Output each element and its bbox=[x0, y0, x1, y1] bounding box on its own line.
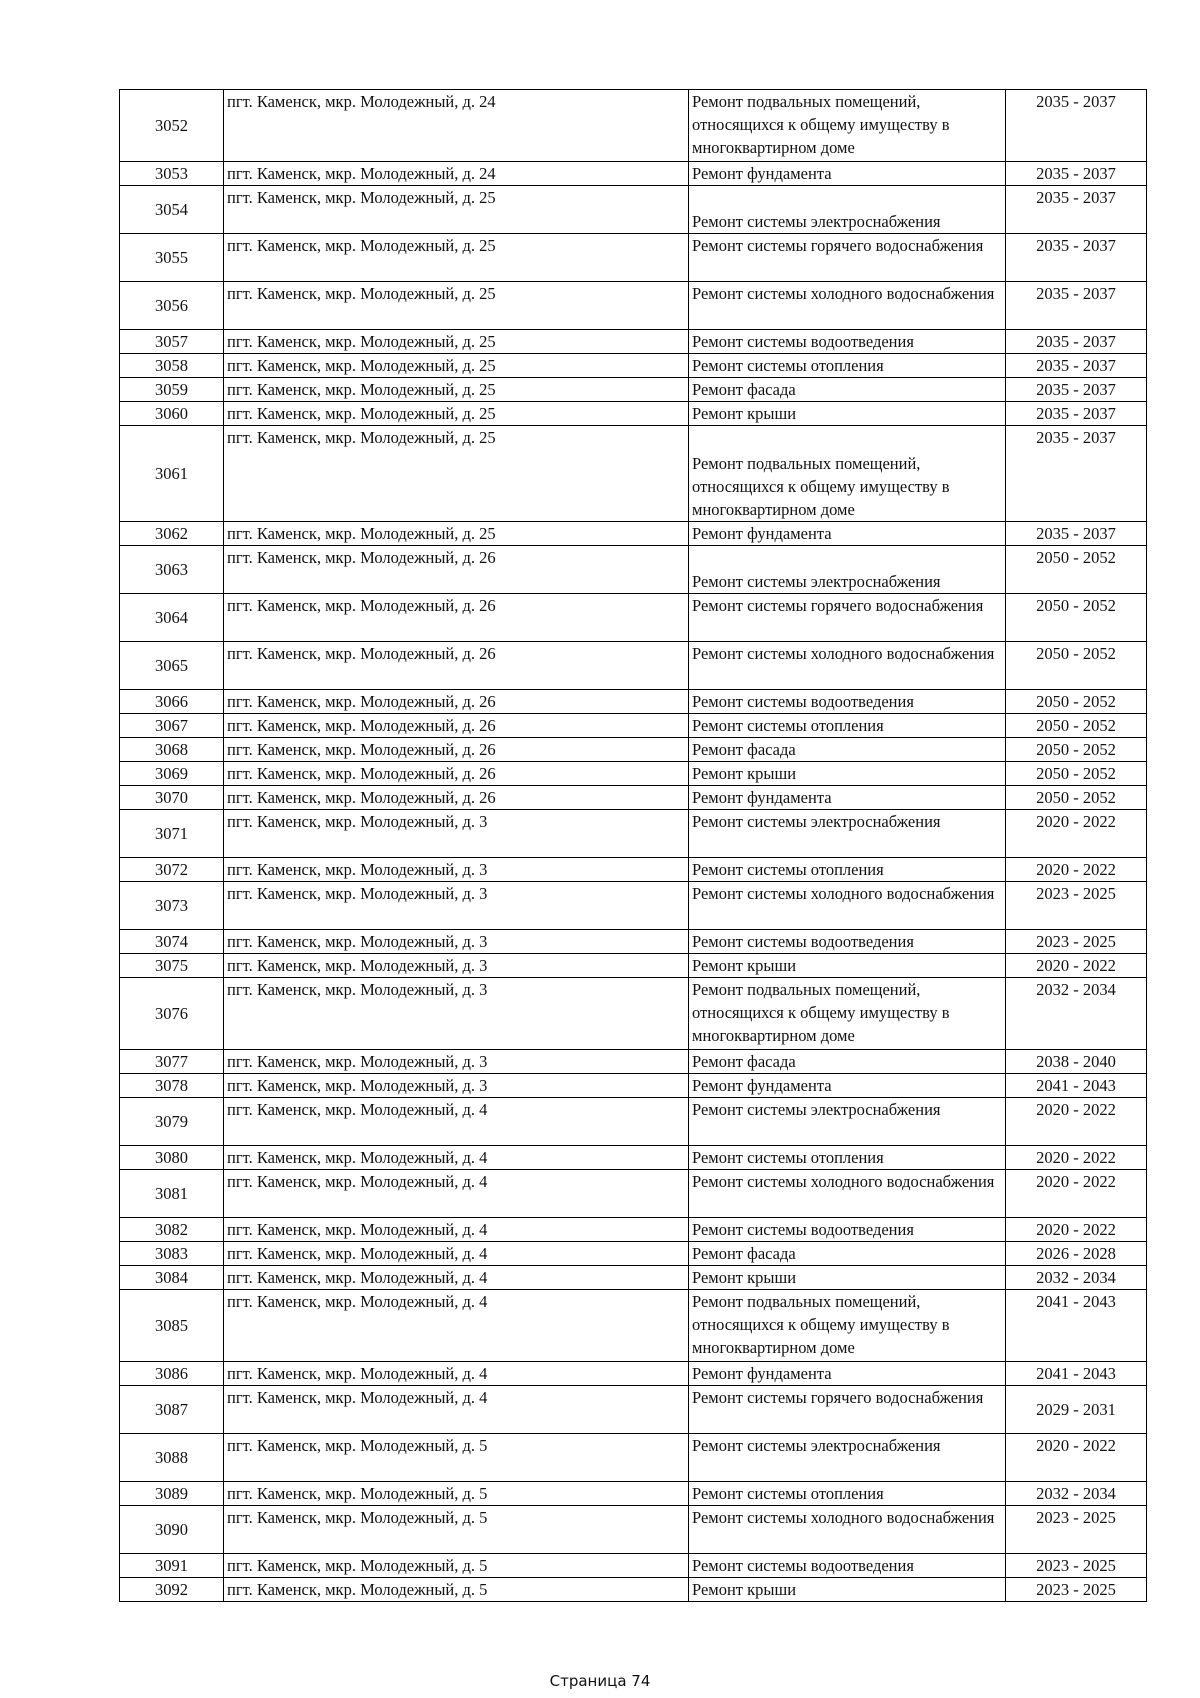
work-type-cell: Ремонт системы водоотведения bbox=[689, 330, 1006, 354]
address-cell: пгт. Каменск, мкр. Молодежный, д. 24 bbox=[224, 162, 689, 186]
table-row bbox=[120, 354, 1147, 378]
period-cell: 2050 - 2052 bbox=[1006, 594, 1147, 642]
period-cell: 2050 - 2052 bbox=[1006, 714, 1147, 738]
address-cell: пгт. Каменск, мкр. Молодежный, д. 26 bbox=[224, 786, 689, 810]
period-cell: 2035 - 2037 bbox=[1006, 330, 1147, 354]
row-number: 3083 bbox=[120, 1242, 224, 1266]
row-number: 3080 bbox=[120, 1146, 224, 1170]
table-row bbox=[120, 642, 1147, 690]
period-cell: 2035 - 2037 bbox=[1006, 90, 1147, 162]
period-cell: 2020 - 2022 bbox=[1006, 1146, 1147, 1170]
work-type-cell: Ремонт системы отопления bbox=[689, 1146, 1006, 1170]
address-cell: пгт. Каменск, мкр. Молодежный, д. 3 bbox=[224, 1050, 689, 1074]
period-cell: 2023 - 2025 bbox=[1006, 1578, 1147, 1602]
address-cell: пгт. Каменск, мкр. Молодежный, д. 25 bbox=[224, 234, 689, 282]
period-cell: 2050 - 2052 bbox=[1006, 546, 1147, 594]
period-cell: 2020 - 2022 bbox=[1006, 954, 1147, 978]
table-row bbox=[120, 1266, 1147, 1290]
address-cell: пгт. Каменск, мкр. Молодежный, д. 26 bbox=[224, 762, 689, 786]
table-row bbox=[120, 1098, 1147, 1146]
address-cell: пгт. Каменск, мкр. Молодежный, д. 25 bbox=[224, 378, 689, 402]
address-cell: пгт. Каменск, мкр. Молодежный, д. 5 bbox=[224, 1482, 689, 1506]
work-type-cell: Ремонт системы отопления bbox=[689, 858, 1006, 882]
period-cell: 2023 - 2025 bbox=[1006, 930, 1147, 954]
address-cell: пгт. Каменск, мкр. Молодежный, д. 4 bbox=[224, 1242, 689, 1266]
table-row bbox=[120, 330, 1147, 354]
row-number: 3079 bbox=[120, 1098, 224, 1146]
work-type-cell: Ремонт системы электроснабжения bbox=[689, 186, 1006, 234]
period-cell: 2026 - 2028 bbox=[1006, 1242, 1147, 1266]
table-row bbox=[120, 738, 1147, 762]
row-number: 3085 bbox=[120, 1290, 224, 1362]
table-row bbox=[120, 1386, 1147, 1434]
row-number: 3084 bbox=[120, 1266, 224, 1290]
table-row bbox=[120, 522, 1147, 546]
table-row bbox=[120, 1506, 1147, 1554]
table-row bbox=[120, 1578, 1147, 1602]
period-cell: 2023 - 2025 bbox=[1006, 1506, 1147, 1554]
repair-schedule-table bbox=[119, 89, 1147, 1602]
period-cell: 2035 - 2037 bbox=[1006, 402, 1147, 426]
row-number: 3092 bbox=[120, 1578, 224, 1602]
period-cell: 2050 - 2052 bbox=[1006, 786, 1147, 810]
address-cell: пгт. Каменск, мкр. Молодежный, д. 5 bbox=[224, 1434, 689, 1482]
work-type-cell: Ремонт системы электроснабжения bbox=[689, 810, 1006, 858]
table-row bbox=[120, 234, 1147, 282]
work-type-cell: Ремонт фундамента bbox=[689, 1362, 1006, 1386]
address-cell: пгт. Каменск, мкр. Молодежный, д. 3 bbox=[224, 810, 689, 858]
period-cell: 2038 - 2040 bbox=[1006, 1050, 1147, 1074]
table-row bbox=[120, 786, 1147, 810]
period-cell: 2050 - 2052 bbox=[1006, 642, 1147, 690]
period-cell: 2023 - 2025 bbox=[1006, 1554, 1147, 1578]
row-number: 3059 bbox=[120, 378, 224, 402]
table-row bbox=[120, 282, 1147, 330]
work-type-cell: Ремонт системы отопления bbox=[689, 354, 1006, 378]
table-row bbox=[120, 1242, 1147, 1266]
period-cell: 2020 - 2022 bbox=[1006, 1218, 1147, 1242]
period-cell: 2035 - 2037 bbox=[1006, 234, 1147, 282]
period-cell: 2050 - 2052 bbox=[1006, 690, 1147, 714]
row-number: 3091 bbox=[120, 1554, 224, 1578]
address-cell: пгт. Каменск, мкр. Молодежный, д. 4 bbox=[224, 1098, 689, 1146]
period-cell: 2020 - 2022 bbox=[1006, 858, 1147, 882]
row-number: 3057 bbox=[120, 330, 224, 354]
table-row bbox=[120, 1050, 1147, 1074]
period-cell: 2020 - 2022 bbox=[1006, 1098, 1147, 1146]
work-type-cell: Ремонт системы водоотведения bbox=[689, 1554, 1006, 1578]
row-number: 3074 bbox=[120, 930, 224, 954]
row-number: 3052 bbox=[120, 90, 224, 162]
row-number: 3088 bbox=[120, 1434, 224, 1482]
work-type-cell: Ремонт фундамента bbox=[689, 162, 1006, 186]
work-type-cell: Ремонт системы электроснабжения bbox=[689, 1098, 1006, 1146]
table-row bbox=[120, 546, 1147, 594]
period-cell: 2032 - 2034 bbox=[1006, 1482, 1147, 1506]
work-type-cell: Ремонт системы водоотведения bbox=[689, 690, 1006, 714]
row-number: 3082 bbox=[120, 1218, 224, 1242]
work-type-cell: Ремонт системы холодного водоснабжения bbox=[689, 1506, 1006, 1554]
period-cell: 2035 - 2037 bbox=[1006, 186, 1147, 234]
work-type-cell: Ремонт подвальных помещений, относящихся к общему имуществу в многоквартирном доме bbox=[689, 978, 1006, 1050]
address-cell: пгт. Каменск, мкр. Молодежный, д. 25 bbox=[224, 354, 689, 378]
address-cell: пгт. Каменск, мкр. Молодежный, д. 4 bbox=[224, 1170, 689, 1218]
work-type-cell: Ремонт системы электроснабжения bbox=[689, 1434, 1006, 1482]
work-type-cell: Ремонт системы водоотведения bbox=[689, 1218, 1006, 1242]
period-cell: 2023 - 2025 bbox=[1006, 882, 1147, 930]
table-row bbox=[120, 1434, 1147, 1482]
address-cell: пгт. Каменск, мкр. Молодежный, д. 3 bbox=[224, 858, 689, 882]
row-number: 3054 bbox=[120, 186, 224, 234]
row-number: 3064 bbox=[120, 594, 224, 642]
row-number: 3061 bbox=[120, 426, 224, 522]
table-row bbox=[120, 378, 1147, 402]
address-cell: пгт. Каменск, мкр. Молодежный, д. 3 bbox=[224, 930, 689, 954]
table-row bbox=[120, 690, 1147, 714]
address-cell: пгт. Каменск, мкр. Молодежный, д. 25 bbox=[224, 282, 689, 330]
address-cell: пгт. Каменск, мкр. Молодежный, д. 25 bbox=[224, 186, 689, 234]
table-row bbox=[120, 1482, 1147, 1506]
address-cell: пгт. Каменск, мкр. Молодежный, д. 25 bbox=[224, 330, 689, 354]
table-row bbox=[120, 426, 1147, 522]
table-row bbox=[120, 954, 1147, 978]
work-type-cell: Ремонт фасада bbox=[689, 1242, 1006, 1266]
row-number: 3081 bbox=[120, 1170, 224, 1218]
row-number: 3053 bbox=[120, 162, 224, 186]
address-cell: пгт. Каменск, мкр. Молодежный, д. 26 bbox=[224, 594, 689, 642]
row-number: 3068 bbox=[120, 738, 224, 762]
row-number: 3071 bbox=[120, 810, 224, 858]
address-cell: пгт. Каменск, мкр. Молодежный, д. 26 bbox=[224, 642, 689, 690]
work-type-cell: Ремонт системы холодного водоснабжения bbox=[689, 642, 1006, 690]
table-row bbox=[120, 978, 1147, 1050]
work-type-cell: Ремонт фундамента bbox=[689, 522, 1006, 546]
period-cell: 2035 - 2037 bbox=[1006, 378, 1147, 402]
table-row bbox=[120, 186, 1147, 234]
work-type-cell: Ремонт крыши bbox=[689, 1578, 1006, 1602]
work-type-cell: Ремонт системы водоотведения bbox=[689, 930, 1006, 954]
period-cell: 2035 - 2037 bbox=[1006, 426, 1147, 522]
period-cell: 2050 - 2052 bbox=[1006, 762, 1147, 786]
work-type-cell: Ремонт системы горячего водоснабжения bbox=[689, 594, 1006, 642]
address-cell: пгт. Каменск, мкр. Молодежный, д. 26 bbox=[224, 546, 689, 594]
period-cell: 2035 - 2037 bbox=[1006, 354, 1147, 378]
period-cell: 2041 - 2043 bbox=[1006, 1362, 1147, 1386]
table-row bbox=[120, 882, 1147, 930]
work-type-cell: Ремонт системы холодного водоснабжения bbox=[689, 1170, 1006, 1218]
address-cell: пгт. Каменск, мкр. Молодежный, д. 5 bbox=[224, 1578, 689, 1602]
period-cell: 2032 - 2034 bbox=[1006, 1266, 1147, 1290]
work-type-cell: Ремонт подвальных помещений, относящихся к общему имуществу в многоквартирном доме bbox=[689, 426, 1006, 522]
table-row bbox=[120, 162, 1147, 186]
work-type-cell: Ремонт подвальных помещений, относящихся к общему имуществу в многоквартирном доме bbox=[689, 1290, 1006, 1362]
table-row bbox=[120, 1362, 1147, 1386]
period-cell: 2035 - 2037 bbox=[1006, 522, 1147, 546]
row-number: 3067 bbox=[120, 714, 224, 738]
period-cell: 2032 - 2034 bbox=[1006, 978, 1147, 1050]
work-type-cell: Ремонт системы горячего водоснабжения bbox=[689, 234, 1006, 282]
address-cell: пгт. Каменск, мкр. Молодежный, д. 25 bbox=[224, 522, 689, 546]
page-number: Страница 74 bbox=[549, 1672, 651, 1690]
address-cell: пгт. Каменск, мкр. Молодежный, д. 4 bbox=[224, 1362, 689, 1386]
row-number: 3073 bbox=[120, 882, 224, 930]
work-type-cell: Ремонт крыши bbox=[689, 762, 1006, 786]
row-number: 3066 bbox=[120, 690, 224, 714]
table-row bbox=[120, 594, 1147, 642]
table-row bbox=[120, 858, 1147, 882]
address-cell: пгт. Каменск, мкр. Молодежный, д. 26 bbox=[224, 690, 689, 714]
address-cell: пгт. Каменск, мкр. Молодежный, д. 3 bbox=[224, 978, 689, 1050]
row-number: 3077 bbox=[120, 1050, 224, 1074]
address-cell: пгт. Каменск, мкр. Молодежный, д. 26 bbox=[224, 738, 689, 762]
address-cell: пгт. Каменск, мкр. Молодежный, д. 25 bbox=[224, 426, 689, 522]
period-cell: 2041 - 2043 bbox=[1006, 1290, 1147, 1362]
row-number: 3063 bbox=[120, 546, 224, 594]
row-number: 3072 bbox=[120, 858, 224, 882]
row-number: 3055 bbox=[120, 234, 224, 282]
row-number: 3062 bbox=[120, 522, 224, 546]
table-row bbox=[120, 762, 1147, 786]
work-type-cell: Ремонт системы отопления bbox=[689, 714, 1006, 738]
address-cell: пгт. Каменск, мкр. Молодежный, д. 4 bbox=[224, 1266, 689, 1290]
work-type-cell: Ремонт системы холодного водоснабжения bbox=[689, 882, 1006, 930]
row-number: 3058 bbox=[120, 354, 224, 378]
table-row bbox=[120, 930, 1147, 954]
table-row bbox=[120, 810, 1147, 858]
work-type-cell: Ремонт системы электроснабжения bbox=[689, 546, 1006, 594]
address-cell: пгт. Каменск, мкр. Молодежный, д. 5 bbox=[224, 1554, 689, 1578]
period-cell: 2035 - 2037 bbox=[1006, 282, 1147, 330]
table-row bbox=[120, 402, 1147, 426]
address-cell: пгт. Каменск, мкр. Молодежный, д. 26 bbox=[224, 714, 689, 738]
address-cell: пгт. Каменск, мкр. Молодежный, д. 3 bbox=[224, 882, 689, 930]
table-row bbox=[120, 90, 1147, 162]
work-type-cell: Ремонт фасада bbox=[689, 738, 1006, 762]
row-number: 3069 bbox=[120, 762, 224, 786]
address-cell: пгт. Каменск, мкр. Молодежный, д. 3 bbox=[224, 1074, 689, 1098]
work-type-cell: Ремонт системы холодного водоснабжения bbox=[689, 282, 1006, 330]
address-cell: пгт. Каменск, мкр. Молодежный, д. 4 bbox=[224, 1290, 689, 1362]
row-number: 3090 bbox=[120, 1506, 224, 1554]
table-row bbox=[120, 1290, 1147, 1362]
address-cell: пгт. Каменск, мкр. Молодежный, д. 5 bbox=[224, 1506, 689, 1554]
address-cell: пгт. Каменск, мкр. Молодежный, д. 24 bbox=[224, 90, 689, 162]
table-row bbox=[120, 1170, 1147, 1218]
address-cell: пгт. Каменск, мкр. Молодежный, д. 4 bbox=[224, 1218, 689, 1242]
row-number: 3089 bbox=[120, 1482, 224, 1506]
address-cell: пгт. Каменск, мкр. Молодежный, д. 3 bbox=[224, 954, 689, 978]
work-type-cell: Ремонт системы отопления bbox=[689, 1482, 1006, 1506]
row-number: 3065 bbox=[120, 642, 224, 690]
table-row bbox=[120, 1146, 1147, 1170]
period-cell: 2020 - 2022 bbox=[1006, 1170, 1147, 1218]
work-type-cell: Ремонт крыши bbox=[689, 402, 1006, 426]
address-cell: пгт. Каменск, мкр. Молодежный, д. 25 bbox=[224, 402, 689, 426]
row-number: 3056 bbox=[120, 282, 224, 330]
table-row bbox=[120, 1218, 1147, 1242]
work-type-cell: Ремонт крыши bbox=[689, 954, 1006, 978]
row-number: 3086 bbox=[120, 1362, 224, 1386]
table-row bbox=[120, 1554, 1147, 1578]
work-type-cell: Ремонт фундамента bbox=[689, 786, 1006, 810]
table-row bbox=[120, 1074, 1147, 1098]
address-cell: пгт. Каменск, мкр. Молодежный, д. 4 bbox=[224, 1386, 689, 1434]
period-cell: 2035 - 2037 bbox=[1006, 162, 1147, 186]
table-body bbox=[120, 90, 1147, 1602]
row-number: 3076 bbox=[120, 978, 224, 1050]
work-type-cell: Ремонт фасада bbox=[689, 378, 1006, 402]
period-cell: 2020 - 2022 bbox=[1006, 1434, 1147, 1482]
period-cell: 2029 - 2031 bbox=[1006, 1386, 1147, 1434]
row-number: 3087 bbox=[120, 1386, 224, 1434]
table-row bbox=[120, 714, 1147, 738]
row-number: 3078 bbox=[120, 1074, 224, 1098]
work-type-cell: Ремонт системы горячего водоснабжения bbox=[689, 1386, 1006, 1434]
period-cell: 2041 - 2043 bbox=[1006, 1074, 1147, 1098]
work-type-cell: Ремонт подвальных помещений, относящихся к общему имуществу в многоквартирном доме bbox=[689, 90, 1006, 162]
period-cell: 2050 - 2052 bbox=[1006, 738, 1147, 762]
period-cell: 2020 - 2022 bbox=[1006, 810, 1147, 858]
work-type-cell: Ремонт фасада bbox=[689, 1050, 1006, 1074]
work-type-cell: Ремонт фундамента bbox=[689, 1074, 1006, 1098]
row-number: 3075 bbox=[120, 954, 224, 978]
work-type-cell: Ремонт крыши bbox=[689, 1266, 1006, 1290]
address-cell: пгт. Каменск, мкр. Молодежный, д. 4 bbox=[224, 1146, 689, 1170]
row-number: 3060 bbox=[120, 402, 224, 426]
row-number: 3070 bbox=[120, 786, 224, 810]
